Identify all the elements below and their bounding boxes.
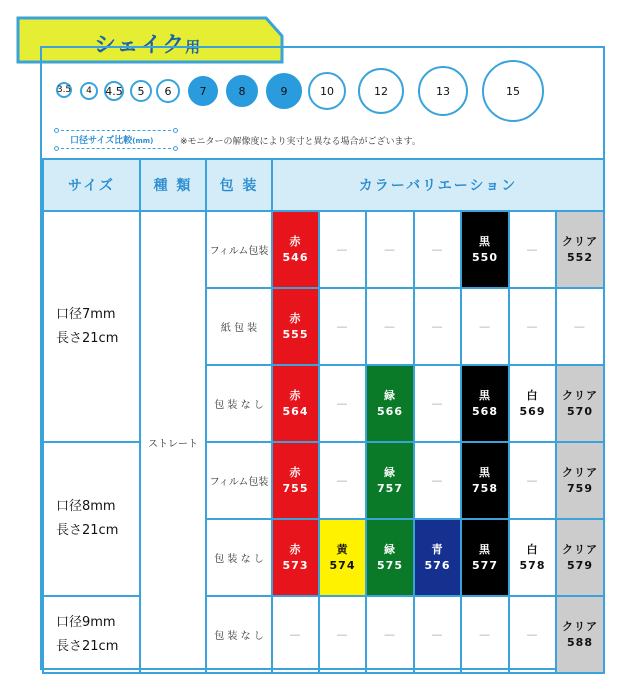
size-cell	[43, 442, 140, 596]
color-code: 569	[519, 404, 546, 418]
empty-cell: —	[319, 596, 366, 673]
header-kind: 種 類	[140, 159, 206, 211]
color-name: 赤	[289, 542, 302, 556]
header-size: サイズ	[43, 159, 140, 211]
color-cell-588	[556, 596, 604, 673]
size-line1: 口径7mm	[56, 306, 116, 322]
color-name: 黄	[336, 542, 349, 556]
color-code: 757	[377, 481, 403, 495]
size-cell	[43, 596, 140, 673]
color-name: 黒	[479, 465, 491, 479]
color-name: クリア	[562, 465, 598, 479]
color-cell-579	[556, 519, 604, 596]
compare-dot	[54, 146, 59, 151]
size-line2: 長さ21cm	[56, 638, 119, 654]
size-circle-5: 5	[130, 80, 152, 102]
empty-cell: —	[509, 211, 556, 288]
size-line1: 口径9mm	[56, 614, 116, 630]
size-circle-10: 10	[308, 72, 346, 110]
color-name: クリア	[562, 234, 598, 248]
color-code: 546	[282, 250, 309, 264]
wrap-cell: 包 装 な し	[206, 519, 272, 596]
size-cell	[43, 211, 140, 442]
empty-cell: —	[414, 365, 461, 442]
color-name: 青	[431, 542, 444, 556]
color-name: クリア	[562, 619, 598, 633]
color-cell-578	[509, 519, 556, 596]
color-code: 758	[472, 481, 498, 495]
color-code: 575	[377, 558, 403, 572]
color-name: 白	[526, 388, 539, 402]
color-name: 黒	[479, 388, 491, 402]
size-circle-15: 15	[482, 60, 544, 122]
empty-cell: —	[461, 288, 509, 365]
empty-cell: —	[414, 288, 461, 365]
empty-cell: —	[414, 596, 461, 673]
page-title: シェイク用	[94, 33, 202, 58]
size-circle-3.5: 3.5	[56, 82, 72, 98]
color-name: クリア	[562, 542, 598, 556]
empty-cell: —	[319, 211, 366, 288]
color-code: 574	[329, 558, 356, 572]
size-circle-6: 6	[156, 79, 180, 103]
compare-line-bottom	[56, 148, 176, 149]
color-code: 570	[567, 404, 593, 418]
table-header-row	[43, 159, 604, 211]
empty-cell: —	[414, 442, 461, 519]
color-cell-570	[556, 365, 604, 442]
size-circle-8: 8	[226, 75, 258, 107]
color-cell-568	[461, 365, 509, 442]
compare-label: 口径サイズ比較(mm)	[70, 136, 154, 146]
color-cell-576	[414, 519, 461, 596]
color-cell-546	[272, 211, 319, 288]
color-cell-569	[509, 365, 556, 442]
color-code: 577	[472, 558, 498, 572]
color-code: 588	[567, 635, 593, 649]
empty-cell: —	[319, 365, 366, 442]
wrap-cell: 包 装 な し	[206, 596, 272, 673]
empty-cell: —	[461, 596, 509, 673]
empty-cell: —	[319, 288, 366, 365]
color-cell-575	[366, 519, 414, 596]
color-name: 緑	[384, 542, 396, 556]
color-cell-566	[366, 365, 414, 442]
table-row	[43, 596, 604, 673]
color-name: 赤	[289, 465, 302, 479]
empty-cell: —	[414, 211, 461, 288]
color-code: 564	[282, 404, 309, 418]
color-name: 緑	[384, 388, 396, 402]
size-line1: 口径8mm	[56, 499, 116, 514]
size-circle-12: 12	[358, 68, 404, 114]
wrap-cell: 紙 包 装	[206, 288, 272, 365]
size-circle-4: 4	[80, 82, 98, 100]
table-row	[43, 211, 604, 288]
empty-cell: —	[366, 211, 414, 288]
product-frame	[40, 46, 605, 670]
color-cell-574	[319, 519, 366, 596]
empty-cell: —	[272, 596, 319, 673]
color-variation-table	[42, 158, 605, 674]
color-name: 緑	[384, 465, 396, 479]
empty-cell: —	[319, 442, 366, 519]
compare-dot	[54, 128, 59, 133]
color-code: 568	[472, 404, 498, 418]
size-circle-4.5: 4.5	[104, 81, 124, 101]
color-cell-555	[272, 288, 319, 365]
size-line2: 長さ21cm	[56, 330, 119, 346]
color-name: 赤	[289, 311, 302, 325]
compare-dot	[173, 128, 178, 133]
compare-note: ※モニターの解像度により実寸と異なる場合がございます。	[180, 137, 421, 147]
color-cell-758	[461, 442, 509, 519]
header-colors: カラーバリエーション	[272, 159, 604, 211]
color-cell-564	[272, 365, 319, 442]
color-cell-552	[556, 211, 604, 288]
header-wrap: 包 装	[206, 159, 272, 211]
color-name: クリア	[562, 388, 598, 402]
color-name: 白	[526, 542, 539, 556]
wrap-cell: 包 装 な し	[206, 365, 272, 442]
empty-cell: —	[509, 442, 556, 519]
color-cell-757	[366, 442, 414, 519]
color-code: 555	[282, 327, 309, 341]
color-code: 552	[567, 250, 593, 264]
color-code: 566	[377, 404, 403, 418]
empty-cell: —	[509, 288, 556, 365]
color-name: 赤	[289, 234, 302, 248]
color-code: 578	[519, 558, 546, 572]
color-cell-577	[461, 519, 509, 596]
table-row	[43, 442, 604, 519]
empty-cell: —	[556, 288, 604, 365]
wrap-cell: フィルム包装	[206, 442, 272, 519]
compare-dot	[173, 146, 178, 151]
compare-line-top	[56, 130, 176, 131]
color-cell-755	[272, 442, 319, 519]
empty-cell: —	[366, 596, 414, 673]
color-name: 黒	[479, 234, 491, 248]
empty-cell: —	[509, 596, 556, 673]
color-code: 573	[282, 558, 309, 572]
color-code: 755	[282, 481, 309, 495]
wrap-cell: フィルム包装	[206, 211, 272, 288]
color-code: 576	[424, 558, 451, 572]
size-circle-9: 9	[266, 73, 302, 109]
color-cell-573	[272, 519, 319, 596]
color-name: 黒	[479, 542, 491, 556]
color-code: 759	[567, 481, 593, 495]
kind-cell: ストレート	[140, 211, 206, 673]
size-circle-7: 7	[188, 76, 218, 106]
color-cell-550	[461, 211, 509, 288]
size-line2: 長さ21cm	[56, 523, 119, 538]
color-cell-759	[556, 442, 604, 519]
color-code: 579	[567, 558, 593, 572]
empty-cell: —	[366, 288, 414, 365]
color-name: 赤	[289, 388, 302, 402]
color-code: 550	[472, 250, 498, 264]
size-circle-13: 13	[418, 66, 468, 116]
